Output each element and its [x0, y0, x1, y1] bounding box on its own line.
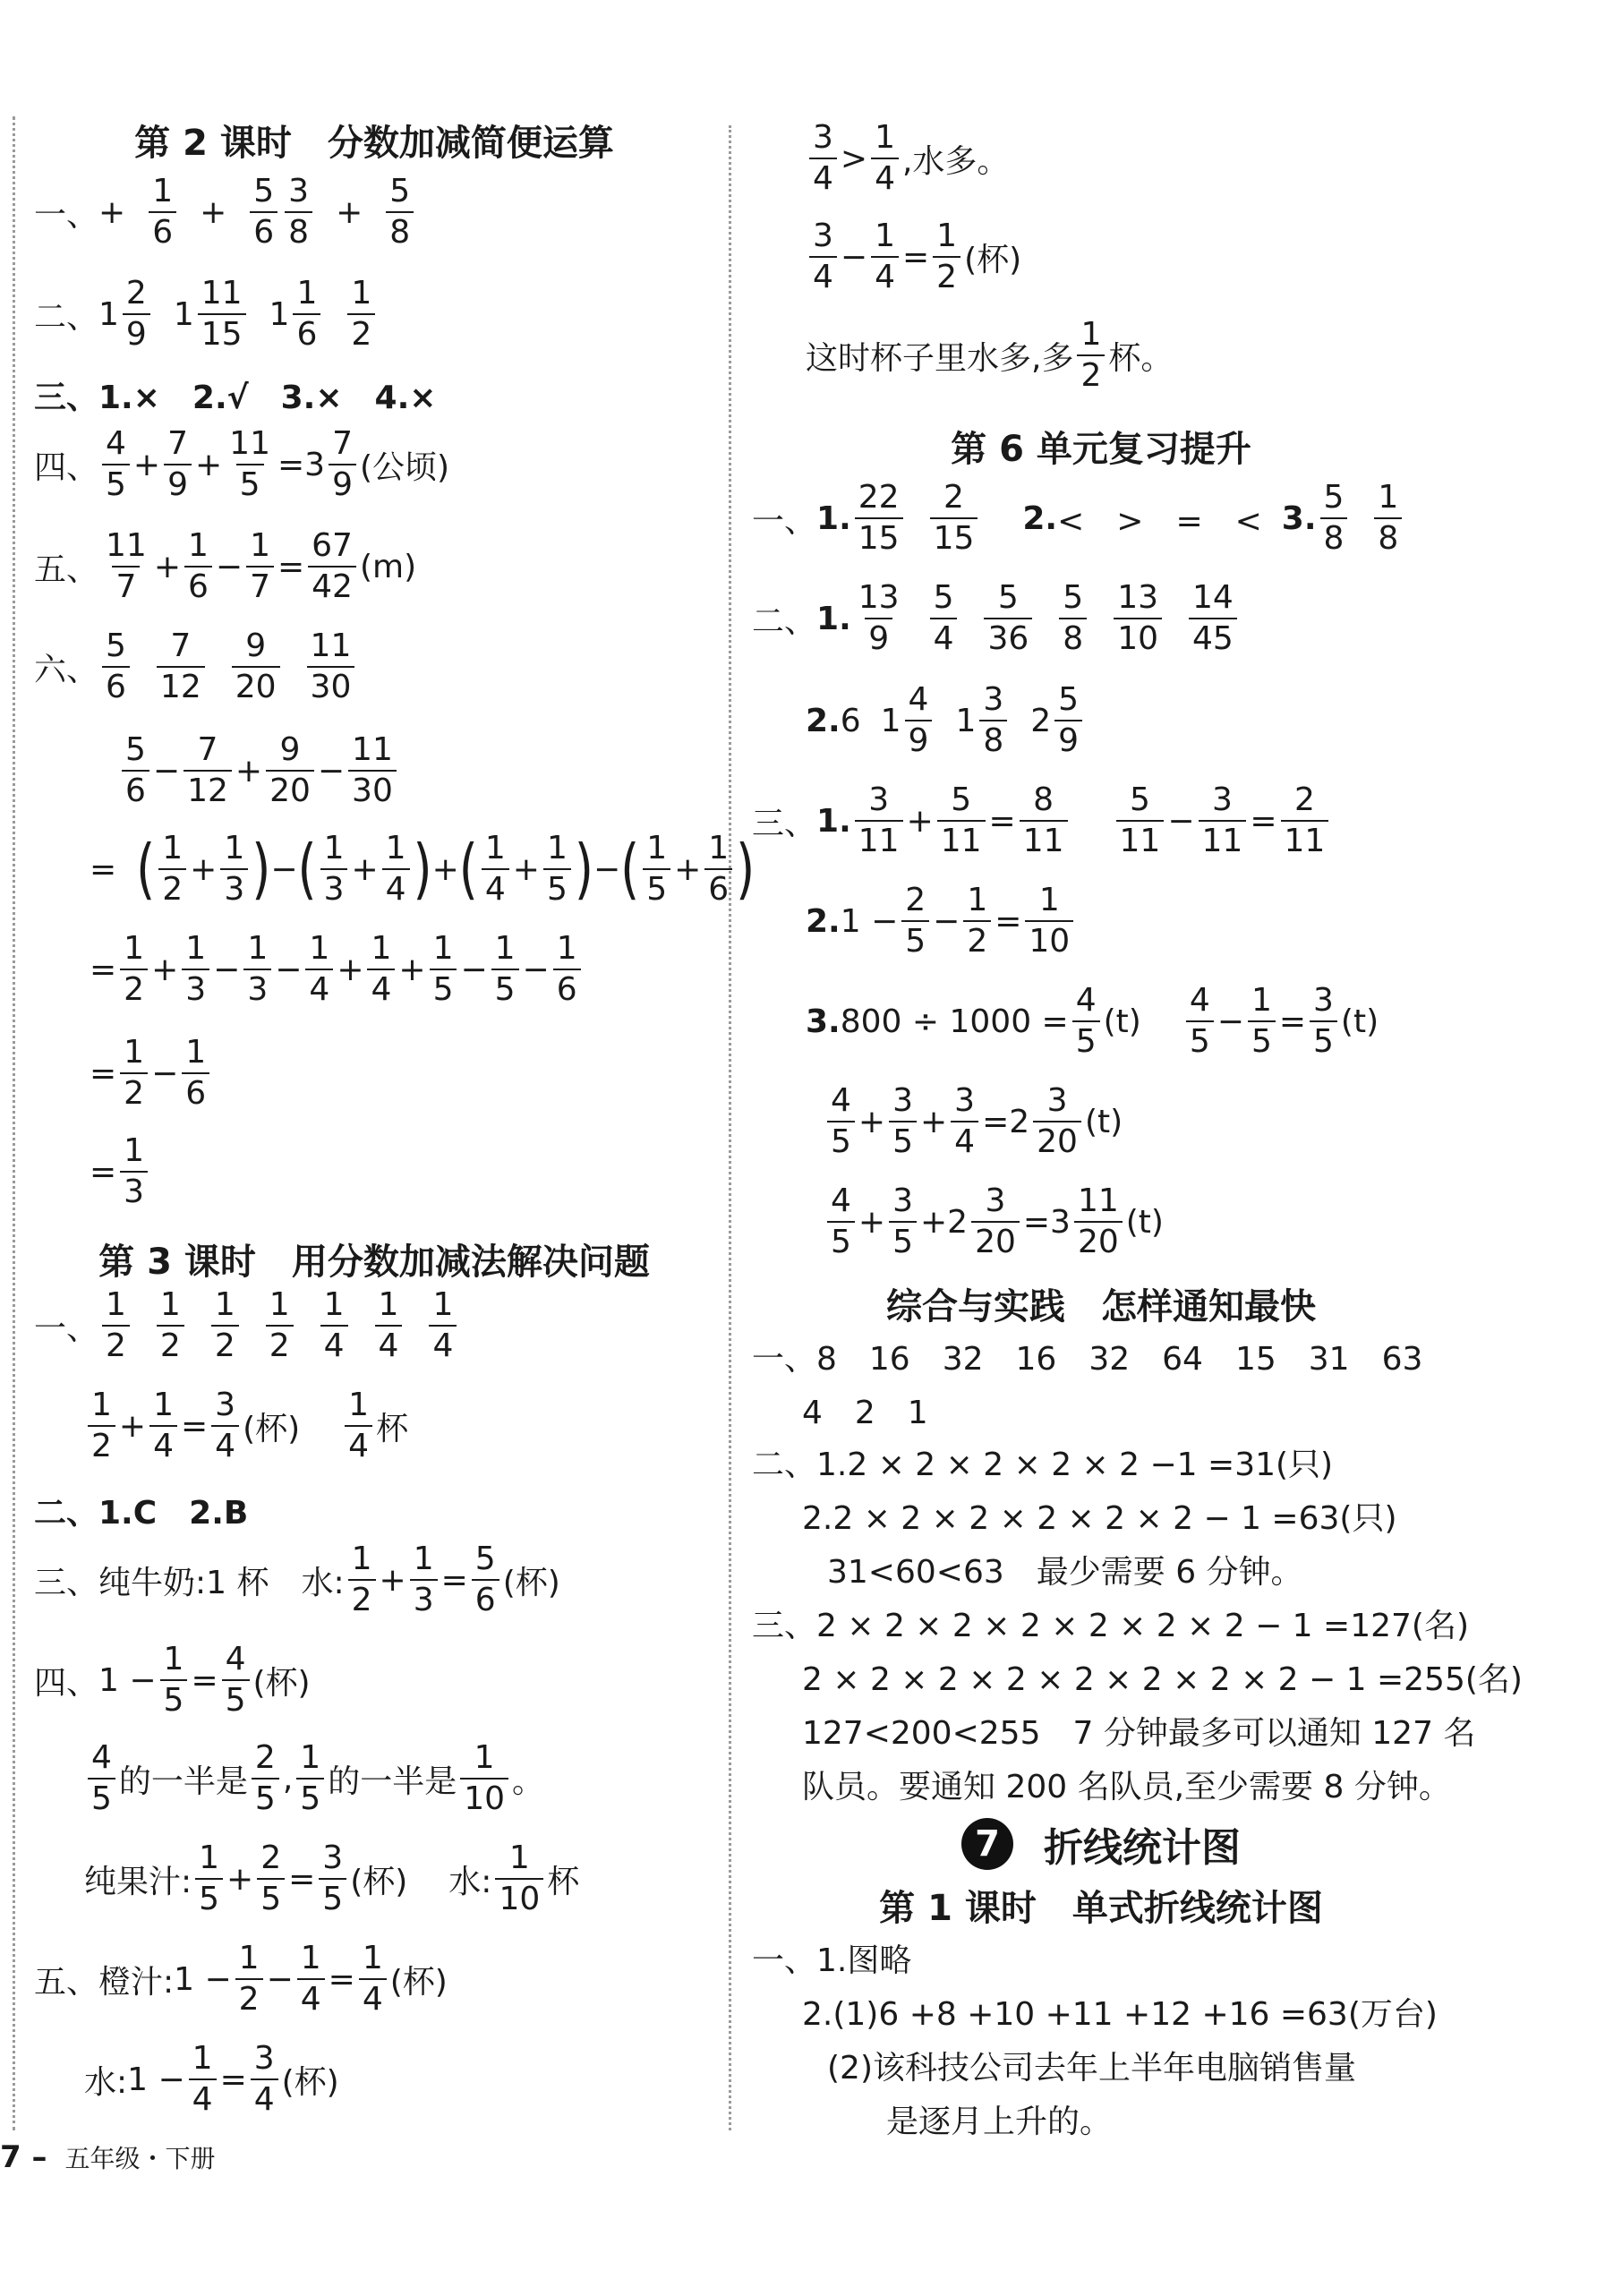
section-title: 第 1 课时 单式折线统计图 [879, 1888, 1323, 1929]
answer-line: 五、 橙汁: 1 − $\frac{1}{2}$ − $\frac{1}{4}$ = $\frac{1}{4}$ (杯) [34, 1940, 448, 2018]
answer-line: 二、1.C 2.B [34, 1495, 249, 1532]
answer-line: 一、8 16 32 16 32 64 15 31 63 [752, 1341, 1423, 1378]
work-line: $\frac{3}{4}$ − $\frac{1}{4}$ = $\frac{1}{2}$ (杯) [806, 220, 1021, 294]
work-line: = $\frac{1}{2}$ + $\frac{1}{3}$ − $\frac{1}{3}$ − $\frac{1}{4}$ + $\frac{1}{4}$ + $\frac{1}{5}$ − $\frac{1}{5}$ − $\frac{1}{6}$ [90, 933, 585, 1006]
answer-line: 一、 $\frac{1}{2}$ $\frac{1}{2}$ $\frac{1}{2}$ $\frac{1}{2}$ $\frac{1}{4}$ $\frac{1}{4}$ $\frac{1}{4}$ [34, 1289, 460, 1362]
answer-line: 2. 1 − $\frac{2}{5}$ − $\frac{1}{2}$ = $\frac{1}{10}$ [806, 884, 1077, 958]
answer-line: 3. 800 ÷ 1000 = $\frac{4}{5}$ (t) $\frac{4}{5}$ − $\frac{1}{5}$ = $\frac{3}{5}$ (t) [806, 982, 1379, 1060]
work-line: $\frac{1}{2}$ + $\frac{1}{4}$ = $\frac{3}{4}$ (杯) $\frac{1}{4}$ 杯 [84, 1389, 408, 1463]
work-line: = ( $\frac{1}{2}$ + $\frac{1}{3}$ ) − ( $\frac{1}{3}$ + $\frac{1}{4}$ ) + ( $\frac{1}{4}$ + $\frac{1}{5}$ ) − ( $\frac{1}{5}$ + $\frac{1}{6}$ ) [90, 830, 756, 908]
answer-line: 二、 1. $\frac{13}{9}$ $\frac{5}{4}$ $\frac{5}{36}$ $\frac{5}{8}$ $\frac{13}{10}$ $\frac{14}{45}$ [752, 582, 1241, 655]
work-line: $\frac{3}{4}$ > $\frac{1}{4}$ ,水多。 [806, 122, 1009, 195]
answer-line: 一、1.图略 [752, 1942, 912, 1979]
section-title: 第 3 课时 用分数加减法解决问题 [98, 1242, 650, 1283]
page-footer [0, 2139, 216, 2175]
section-title: 综合与实践 怎样通知最快 [886, 1286, 1316, 1327]
answer-line: 2.(1)6 +8 +10 +11 +12 +16 =63(万台) [802, 1996, 1438, 2033]
work-line: = $\frac{1}{2}$ − $\frac{1}{6}$ [90, 1037, 213, 1110]
answer-line: 4 2 1 [802, 1395, 928, 1431]
answer-line: 一、 + $\frac{1}{6}$ + $\frac{5}{6}$ $\frac{3}{8}$ + $\frac{5}{8}$ [34, 175, 417, 249]
section-title: 第 6 单元复习提升 [951, 429, 1251, 470]
work-line: 这时杯子里水多,多 $\frac{1}{2}$ 杯。 [806, 316, 1174, 394]
answer-line: 二、1.2 × 2 × 2 × 2 × 2 −1 =31(只) [752, 1447, 1334, 1483]
answer-line: 三、 纯牛奶:1 杯 水: $\frac{1}{2}$ + $\frac{1}{3}$ = $\frac{5}{6}$ (杯) [34, 1541, 560, 1618]
unit-title [752, 1815, 1450, 1873]
unit-number-badge: 7 [961, 1818, 1013, 1870]
answer-line: 是逐月上升的。 [886, 2104, 1113, 2140]
left-margin-rule [13, 116, 15, 2130]
work-line: = $\frac{1}{3}$ [90, 1135, 151, 1208]
answer-line: 三、1.× 2.√ 3.× 4.× [34, 380, 437, 416]
answer-line: (2)该科技公司去年上半年电脑销售量 [827, 2050, 1356, 2087]
work-line: $\frac{4}{5}$ + $\frac{3}{5}$ +2 $\frac{3}{20}$ =3 $\frac{11}{20}$ (t) [824, 1185, 1164, 1259]
answer-line: 四、 1 − $\frac{1}{5}$ = $\frac{4}{5}$ (杯) [34, 1641, 311, 1719]
answer-line: 六、 $\frac{5}{6}$ $\frac{7}{12}$ $\frac{9}{20}$ $\frac{11}{30}$ [34, 630, 358, 704]
work-line: $\frac{5}{6}$ − $\frac{7}{12}$ + $\frac{9}{20}$ − $\frac{11}{30}$ [118, 734, 400, 807]
right-column [752, 0, 1523, 2148]
answer-line: 五、 $\frac{11}{7}$ + $\frac{1}{6}$ − $\frac{1}{7}$ = $\frac{67}{42}$ (m) [34, 527, 417, 605]
answer-line: 队员。要通知 200 名队员,至少需要 8 分钟。 [802, 1769, 1451, 1805]
work-line: $\frac{4}{5}$ + $\frac{3}{5}$ + $\frac{3}{4}$ =2 $\frac{3}{20}$ (t) [824, 1085, 1123, 1158]
work-line: 纯果汁: $\frac{1}{5}$ + $\frac{2}{5}$ = $\frac{3}{5}$ (杯) 水: $\frac{1}{10}$ 杯 [84, 1839, 580, 1917]
answer-line: 二、 1 $\frac{2}{9}$ 1 $\frac{11}{15}$ 1 $\frac{1}{6}$ $\frac{1}{2}$ [34, 277, 379, 351]
work-line: 水: 1 − $\frac{1}{4}$ = $\frac{3}{4}$ (杯) [84, 2040, 339, 2118]
page-number: 7 – [0, 2139, 47, 2175]
left-column [34, 0, 756, 2148]
answer-line: 四、 $\frac{4}{5}$ + $\frac{7}{9}$ + $\frac{11}{5}$ =3 $\frac{7}{9}$ (公顷) [34, 425, 450, 503]
answer-line: 2 × 2 × 2 × 2 × 2 × 2 × 2 × 2 − 1 =255(名) [802, 1661, 1523, 1698]
answer-line: 2.2 × 2 × 2 × 2 × 2 × 2 − 1 =63(只) [802, 1500, 1397, 1537]
work-line: $\frac{4}{5}$ 的一半是 $\frac{2}{5}$ , $\frac{1}{5}$ 的一半是 $\frac{1}{10}$ 。 [84, 1742, 544, 1815]
answer-line: 三、 1. $\frac{3}{11}$ + $\frac{5}{11}$ = $\frac{8}{11}$ $\frac{5}{11}$ − $\frac{3}{11}$ = $\frac{2}{11}$ [752, 784, 1332, 858]
answer-line: 31<60<63 最少需要 6 分钟。 [827, 1554, 1303, 1591]
answer-line: 三、2 × 2 × 2 × 2 × 2 × 2 × 2 − 1 =127(名) [752, 1608, 1469, 1644]
grade-label: 五年级・下册 [64, 2144, 216, 2173]
column-divider [729, 125, 731, 2130]
answer-line: 一、 1. $\frac{22}{15}$ $\frac{2}{15}$ 2. < > = < 3. $\frac{5}{8}$ $\frac{1}{8}$ [752, 482, 1405, 555]
answer-line: 127<200<255 7 分钟最多可以通知 127 名 [802, 1715, 1476, 1752]
answer-line: 2. 6 1 $\frac{4}{9}$ 1 $\frac{3}{8}$ 2 $\frac{5}{9}$ [806, 684, 1086, 757]
section-title: 第 2 课时 分数加减简便运算 [134, 123, 614, 164]
unit-title-text: 折线统计图 [1044, 1825, 1241, 1871]
